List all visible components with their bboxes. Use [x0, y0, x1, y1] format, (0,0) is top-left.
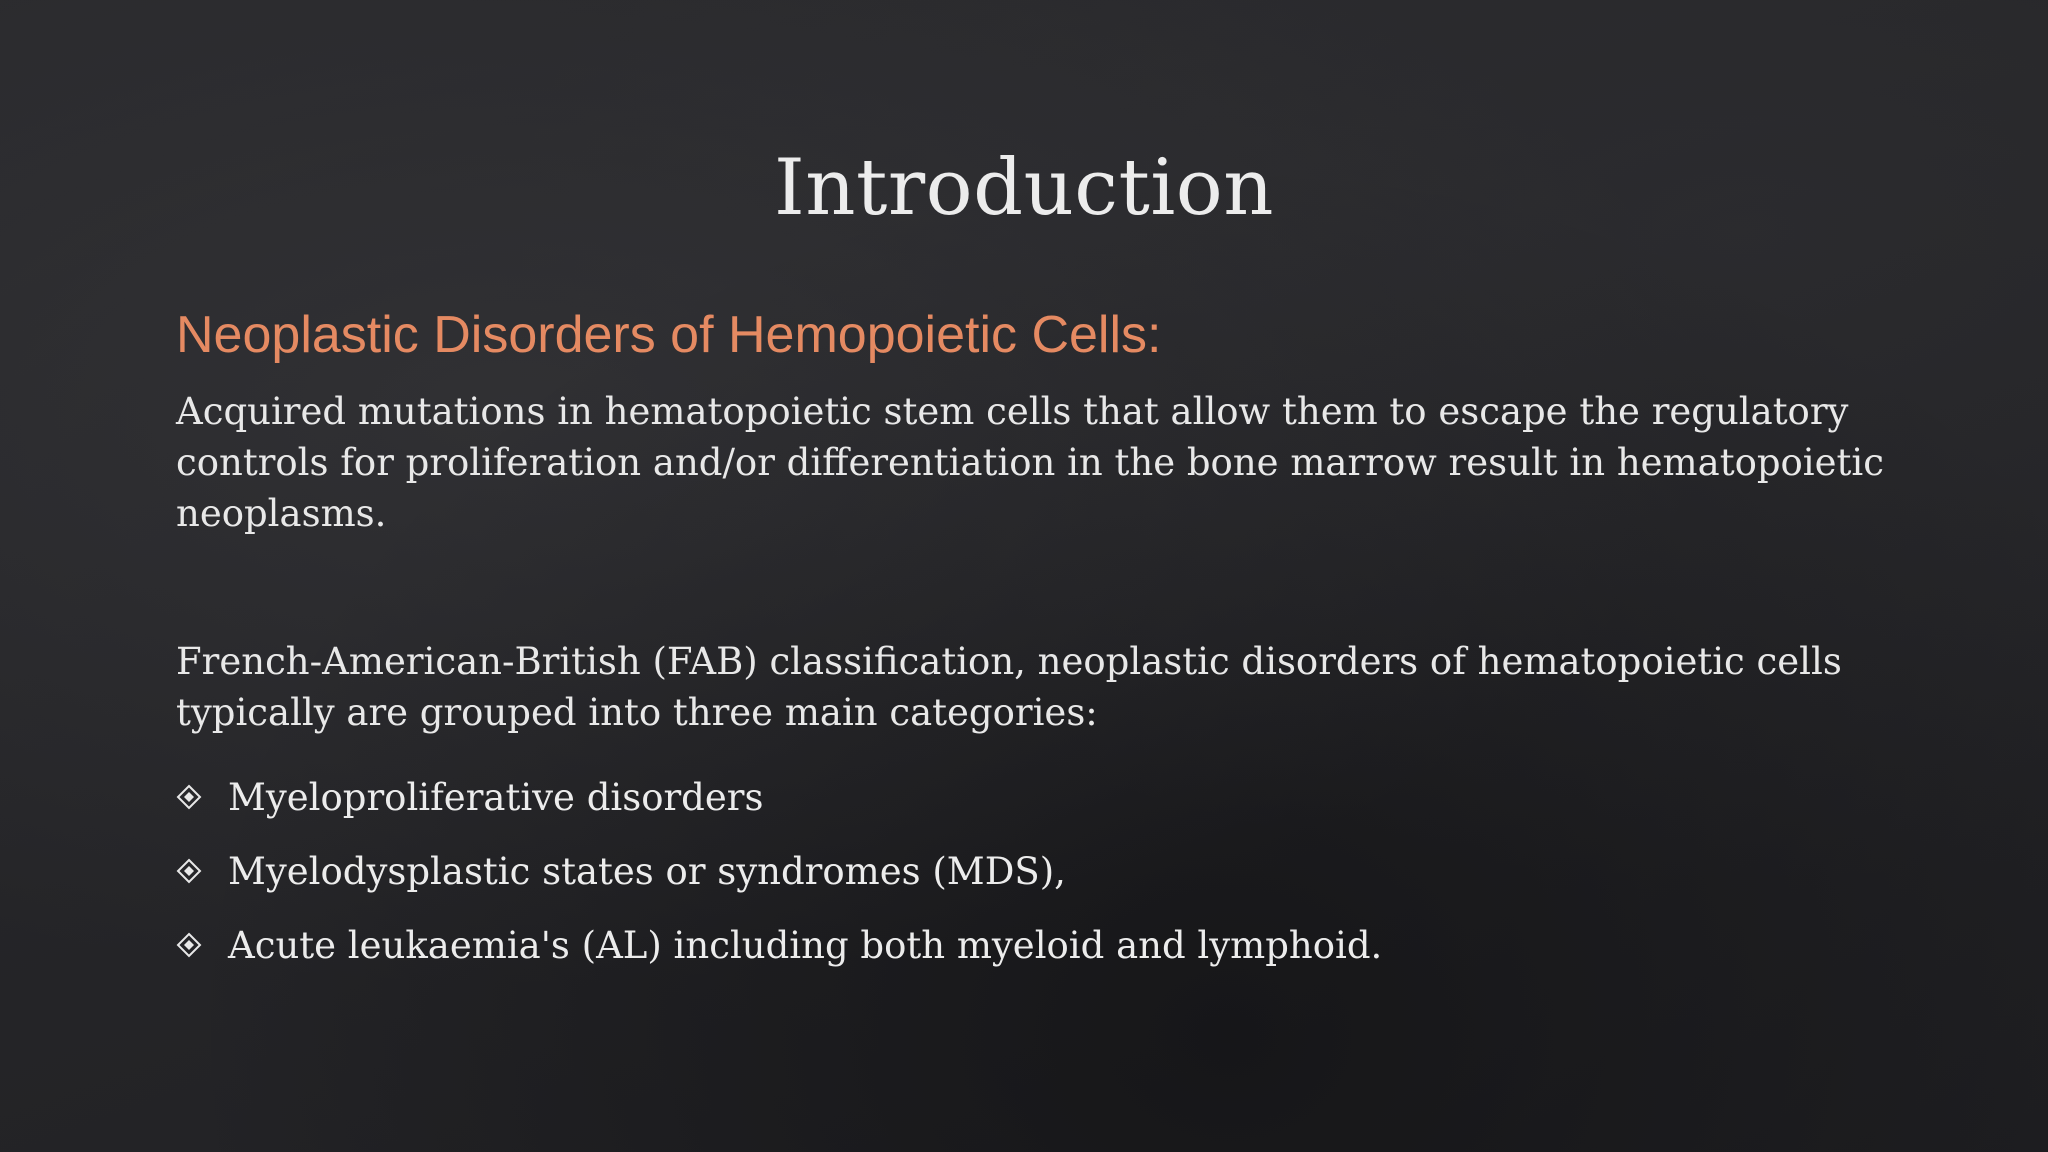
list-item	[176, 760, 1896, 834]
list-item-text: Myelodysplastic states or syndromes (MDS),	[228, 849, 1066, 893]
section-heading: Neoplastic Disorders of Hemopoietic Cells:	[176, 306, 1162, 364]
diamond-bullet-icon	[176, 930, 228, 960]
slide-content	[176, 302, 1896, 982]
list-item-text: Acute leukaemia's (AL) including both myeloid and lymphoid.	[228, 923, 1383, 967]
slide-title: Introduction	[774, 143, 1274, 233]
intro-paragraph: Acquired mutations in hematopoietic stem cells that allow them to escape the regulatory controls for proliferation and/or differentiation in the bone marrow result in hematopoietic neoplasms.	[176, 390, 1884, 535]
list-item	[176, 834, 1896, 908]
diamond-bullet-icon	[176, 856, 228, 886]
classification-paragraph: French-American-British (FAB) classification, neoplastic disorders of hematopoietic cells typically are grouped into three main categories:	[176, 640, 1842, 734]
list-item-text: Myeloproliferative disorders	[228, 775, 764, 819]
category-list	[176, 760, 1896, 982]
list-item	[176, 908, 1896, 982]
diamond-bullet-icon	[176, 782, 228, 812]
